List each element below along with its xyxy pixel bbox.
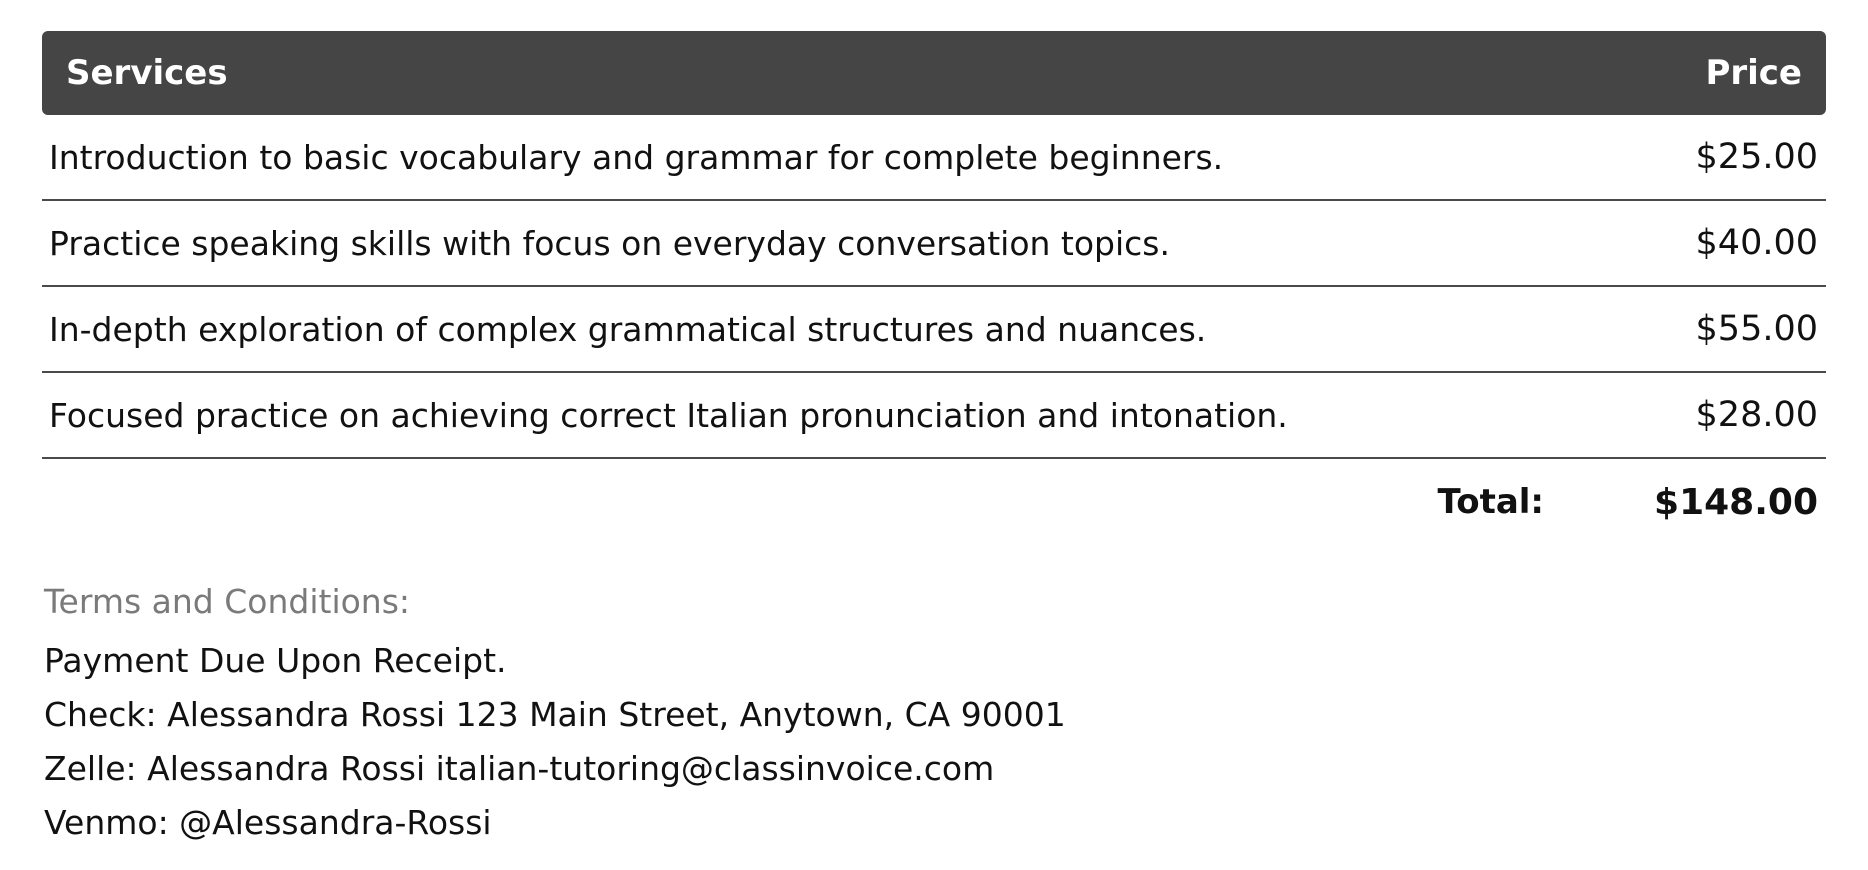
total-label: Total:	[1437, 482, 1545, 522]
service-price: $25.00	[1695, 137, 1818, 177]
price-column-header: Price	[1705, 53, 1802, 93]
payment-due-note: Payment Due Upon Receipt.	[44, 641, 507, 680]
table-header	[42, 31, 1826, 115]
service-price: $40.00	[1695, 223, 1818, 263]
services-column-header: Services	[66, 53, 228, 93]
service-description: Focused practice on achieving correct Italian pronunciation and intonation.	[49, 395, 1288, 435]
service-description: In-depth exploration of complex grammatical structures and nuances.	[49, 309, 1207, 349]
services-table	[42, 31, 1826, 545]
service-row	[42, 115, 1826, 201]
service-row	[42, 287, 1826, 373]
service-price: $55.00	[1695, 309, 1818, 349]
zelle-payment-info: Zelle: Alessandra Rossi italian-tutoring@classinvoice.com	[44, 749, 995, 788]
total-row	[42, 459, 1826, 545]
venmo-payment-info: Venmo: @Alessandra-Rossi	[44, 803, 492, 842]
service-price: $28.00	[1695, 395, 1818, 435]
service-description: Introduction to basic vocabulary and grammar for complete beginners.	[49, 137, 1224, 177]
service-description: Practice speaking skills with focus on everyday conversation topics.	[49, 223, 1170, 263]
terms-title: Terms and Conditions:	[44, 582, 411, 621]
service-row	[42, 373, 1826, 459]
total-value: $148.00	[1654, 481, 1818, 523]
terms-section	[44, 580, 1066, 850]
service-rows	[42, 115, 1826, 459]
check-payment-info: Check: Alessandra Rossi 123 Main Street, Anytown, CA 90001	[44, 695, 1066, 734]
service-row	[42, 201, 1826, 287]
